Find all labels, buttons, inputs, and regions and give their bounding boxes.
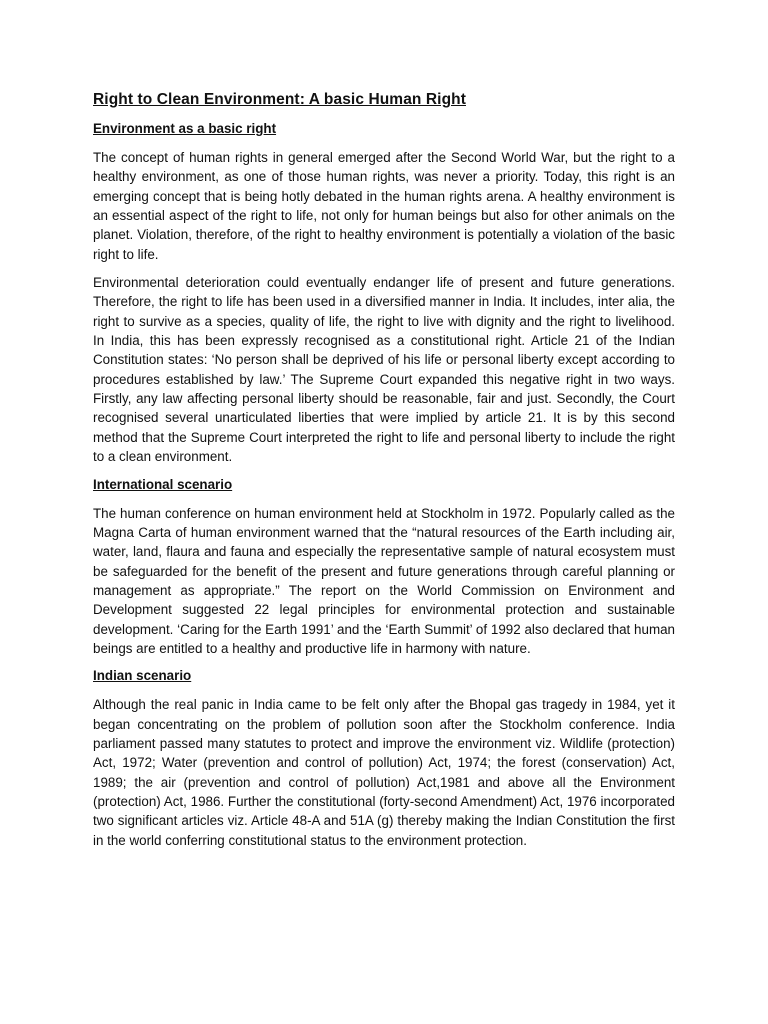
paragraph: The concept of human rights in general emerged after the Second World War, but the right to a healthy environment, as one of those human rights, was never a priority. Today, this right is an emerging concept that is being hotly debated in the human rights arena. A healthy environment is an essential aspect of the right to life, not only for human beings but also for other animals on the planet. Violation, therefore, of the right to healthy environment is potentially a violation of the basic right to life. <box>93 150 675 262</box>
paragraph: Although the real panic in India came to be felt only after the Bhopal gas tragedy in 1984, yet it began concentrating on the problem of pollution soon after the Stockholm conference. India parliament passed many statutes to protect and improve the environment viz. Wildlife (protection) Act, 1972; Water (prevention and control of pollution) Act, 1974; the forest (conservation) Act, 1989; the air (prevention and control of pollution) Act,1981 and above all the Environment (protection) Act, 1986. Further the constitutional (forty-second Amendment) Act, 1976 incorporated two significant articles viz. Article 48-A and 51A (g) thereby making the Indian Constitution the first in the world conferring constitutional status to the environment protection. <box>93 697 675 848</box>
section-international-scenario <box>93 476 675 659</box>
section-indian-scenario <box>93 667 675 850</box>
section-heading: Indian scenario <box>93 668 192 684</box>
section-heading: International scenario <box>93 476 233 492</box>
section-heading: Environment as a basic right <box>93 121 277 136</box>
paragraph: Environmental deterioration could eventually endanger life of present and future generations. Therefore, the right to life has been used in a diversified manner in India. It includes, inter alia, the right to survive as a species, quality of life, the right to live with dignity and the right to livelihood. In India, this has been expressly recognised as a constitutional right. Article 21 of the Indian Constitution states: ‘No person shall be deprived of his life or personal liberty except according to procedures established by law.’ The Supreme Court expanded this negative right in two ways. Firstly, any law affecting personal liberty should be reasonable, fair and just. Secondly, the Court recognised several unarticulated liberties that were implied by article 21. It is by this second method that the Supreme Court interpreted the right to life and personal liberty to include the right to a clean environment. <box>93 275 675 465</box>
paragraph: The human conference on human environment held at Stockholm in 1972. Popularly called as the Magna Carta of human environment warned that the “natural resources of the Earth including air, water, land, flaura and fauna and especially the representative sample of natural ecosystem must be safeguarded for the benefit of the present and future generations through careful planning or management as appropriate.” The report on the World Commission on Environment and Development suggested 22 legal principles for environmental protection and sustainable development. ‘Caring for the Earth 1991’ and the ‘Earth Summit’ of 1992 also declared that human beings are entitled to a healthy and productive life in harmony with nature. <box>93 505 675 656</box>
section-environment-basic-right <box>93 120 675 467</box>
document-title: Right to Clean Environment: A basic Human Right <box>93 91 466 108</box>
